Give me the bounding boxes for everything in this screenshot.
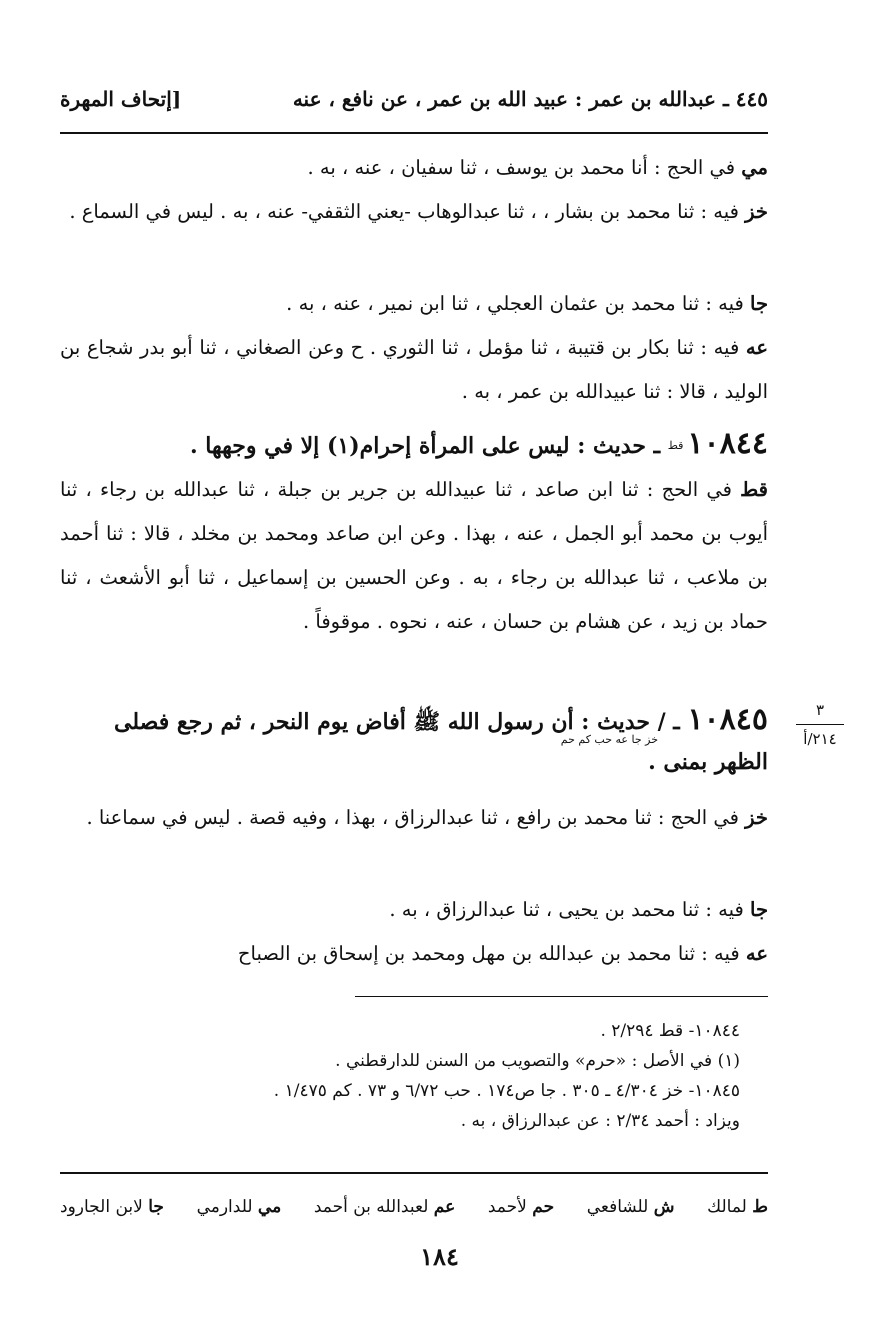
source-key: جا (750, 292, 768, 315)
source-key: عه (745, 336, 768, 359)
hadith-10845-body-khuz (60, 796, 768, 840)
hadith-10845-title (60, 700, 768, 782)
paragraph-mi (60, 146, 768, 190)
source-key: قط (740, 478, 768, 501)
source-key: خز (745, 200, 768, 223)
abbreviation-item: جا لابن الجارود (60, 1197, 164, 1217)
paragraph-text: فيه : ثنا محمد بن عثمان العجلي ، ثنا ابن نمير ، عنه ، به . (286, 292, 744, 315)
abbreviations-rule (60, 1172, 768, 1174)
hadith-number: ١٠٨٤٥ (687, 702, 768, 737)
hadith-sigla: خز جا عه حب كم حم (560, 733, 658, 746)
abbreviation-item: مي للدارمي (196, 1197, 282, 1217)
footnote: (١) في الأصل : «حرم» والتصويب من السنن للدارقطني . (335, 1051, 740, 1071)
source-key: جا (750, 898, 768, 921)
abbreviation-item: حم لأحمد (487, 1197, 555, 1217)
hadith-sigla: قط (667, 439, 684, 452)
hadith-title-text: ـ حديث : ليس على المرأة إحرام(١) إلا في وجهها . (189, 433, 661, 459)
paragraph-khuz (60, 190, 768, 234)
abbreviation-item: ط لمالك (707, 1197, 768, 1217)
abbreviation-item: عم لعبدالله بن أحمد (313, 1197, 456, 1217)
paragraph-text: فيه : ثنا محمد بن عبدالله بن مهل ومحمد بن إسحاق بن الصباح (237, 942, 740, 965)
paragraph-ja (60, 282, 768, 326)
margin-note-bottom: ٢١٤/أ (803, 730, 837, 748)
paragraph-text: في الحج : ثنا ابن صاعد ، ثنا عبيدالله بن جرير بن جبلة ، ثنا عبدالله بن رجاء ، ثنا أيوب بن محمد أبو الجمل ، عنه ، بهذا . وعن ابن صاعد ومحمد بن مخلد ، قالا : ثنا أحمد بن ملاعب ، ثنا عبدالله بن رجاء ، به . وعن الحسين بن إسماعيل ، ثنا أبو الأشعث ، ثنا حماد بن زيد ، عن هشام بن حسان ، عنه ، نحوه . موقوفاً . (60, 478, 768, 633)
hadith-10845-body-ah (60, 932, 768, 976)
paragraph-text: فيه : ثنا بكار بن قتيبة ، ثنا مؤمل ، ثنا الثوري . ح وعن الصغاني ، ثنا أبو بدر شجاع بن الوليد ، قالا : ثنا عبيدالله بن عمر ، به . (60, 336, 768, 403)
footnote-rule (355, 996, 768, 997)
paragraph-text: فيه : ثنا محمد بن بشار ، ، ثنا عبدالوهاب -يعني الثقفي- عنه ، به . ليس في السماع . (69, 200, 739, 223)
source-key: عه (745, 942, 768, 965)
paragraph-text: في الحج : أنا محمد بن يوسف ، ثنا سفيان ، عنه ، به . (307, 156, 736, 179)
hadith-10844-body (60, 468, 768, 644)
hadith-title-text: ـ / حديث : أن رسول الله ﷺ أفاض يوم النحر ، ثم رجع فصلى الظهر بمنى . (114, 709, 768, 775)
abbreviations-legend (60, 1190, 768, 1224)
source-key: مي (741, 156, 768, 179)
hadith-10844-title (60, 424, 768, 466)
page-number: ١٨٤ (420, 1242, 459, 1271)
footnote: ١٠٨٤٥- خز ٤/٣٠٤ ـ ٣٠٥ . جا ص١٧٤ . حب ٦/٧٢ و ٧٣ . كم ١/٤٧٥ . (273, 1081, 740, 1101)
paragraph-text: في الحج : ثنا محمد بن رافع ، ثنا عبدالرزاق ، بهذا ، وفيه قصة . ليس في سماعنا . (86, 806, 739, 829)
source-key: خز (745, 806, 768, 829)
footnote: ويزاد : أحمد ٢/٣٤ : عن عبدالرزاق ، به . (460, 1111, 740, 1131)
margin-note-top: ٣ (815, 701, 825, 719)
hadith-10845-body-ja (60, 888, 768, 932)
header-rule (60, 132, 768, 134)
paragraph-text: فيه : ثنا محمد بن يحيى ، ثنا عبدالرزاق ، به . (389, 898, 744, 921)
paragraph-ah (60, 326, 768, 414)
margin-note (790, 700, 850, 749)
margin-note-rule (796, 724, 844, 725)
footnote: ١٠٨٤٤- قط ٢/٢٩٤ . (600, 1021, 740, 1041)
abbreviation-item: ش للشافعي (586, 1197, 675, 1217)
header-book-title: [إتحاف المهرة (60, 87, 182, 111)
header-title: ٤٤٥ ـ عبدالله بن عمر : عبيد الله بن عمر ، عن نافع ، عنه (292, 87, 768, 111)
hadith-number: ١٠٨٤٤ (687, 426, 768, 461)
page-header (60, 82, 768, 116)
